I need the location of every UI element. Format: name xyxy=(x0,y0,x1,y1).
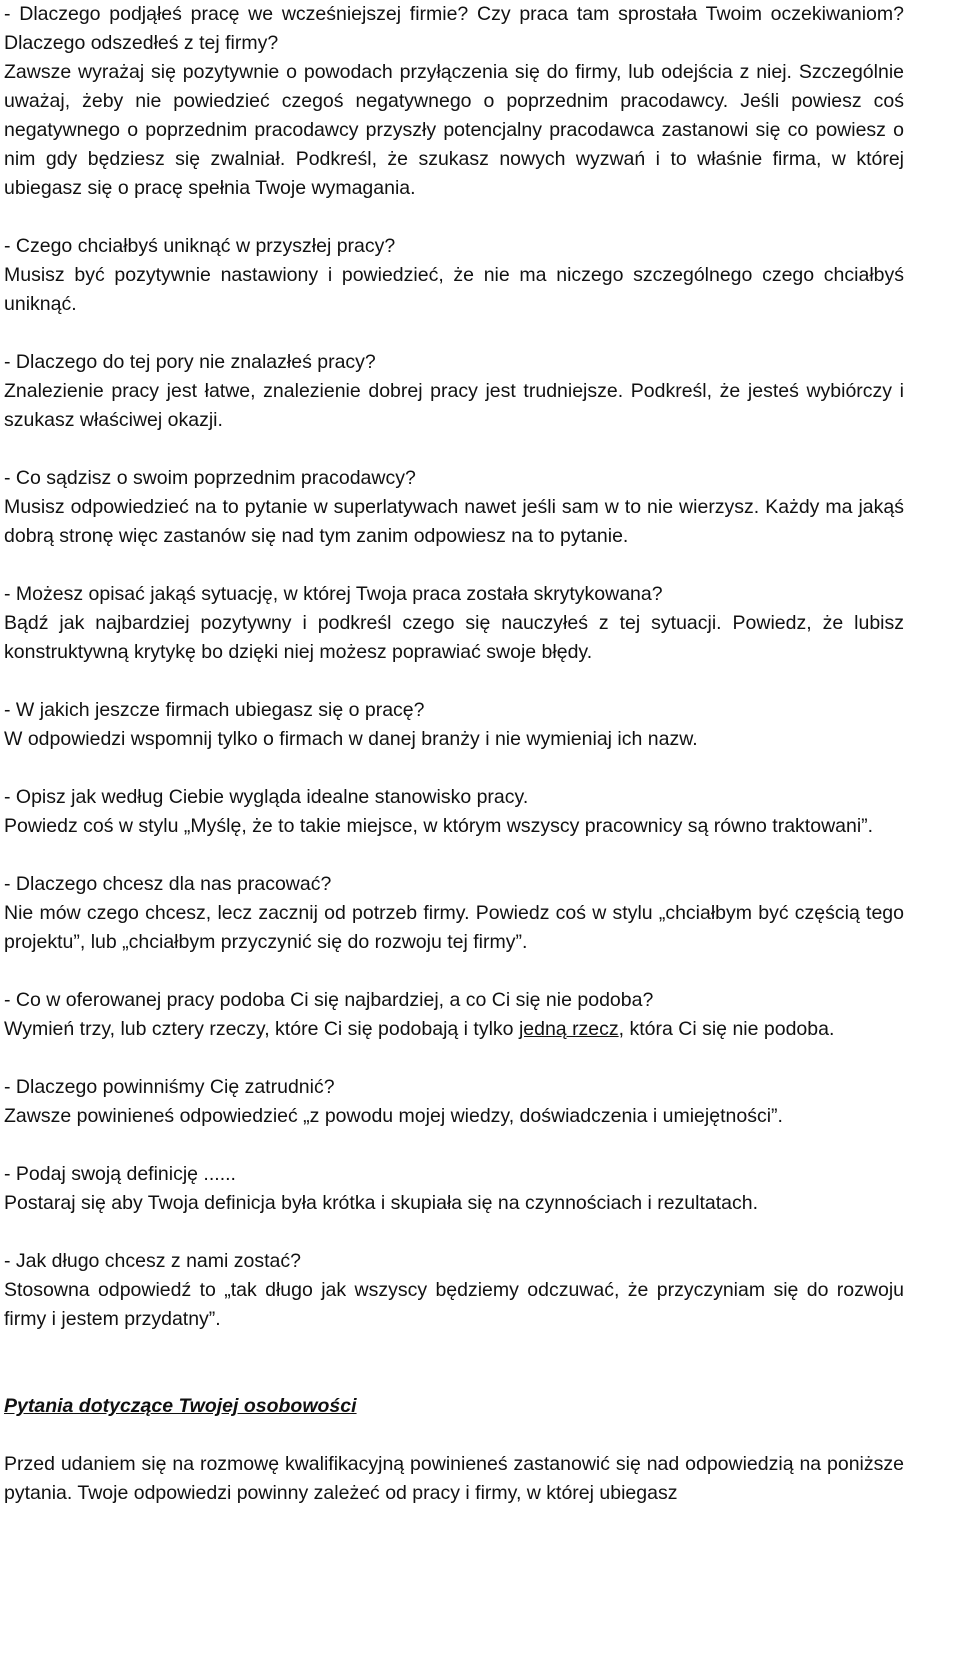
qa-block xyxy=(4,986,904,1044)
qa-block xyxy=(4,464,904,551)
question-text: - Podaj swoją definicję ...... xyxy=(4,1163,236,1185)
answer-text: Nie mów czego chcesz, lecz zacznij od potrzeb firmy. Powiedz coś w stylu „chciałbym być częścią tego projektu”, lub „chciałbym przyczynić się do rozwoju tej firmy”. xyxy=(4,902,904,953)
question-text: - Co w oferowanej pracy podoba Ci się najbardziej, a co Ci się nie podoba? xyxy=(4,989,654,1011)
answer-text: W odpowiedzi wspomnij tylko o firmach w danej branży i nie wymieniaj ich nazw. xyxy=(4,728,698,750)
document-page xyxy=(4,0,904,1508)
question-text: - Co sądzisz o swoim poprzednim pracodawcy? xyxy=(4,467,416,489)
qa-block xyxy=(4,783,904,841)
answer-text-end: , która Ci się nie podoba. xyxy=(618,1018,835,1040)
answer-text-start: Wymień trzy, lub cztery rzeczy, które Ci się podobają i tylko xyxy=(4,1018,519,1040)
answer-text xyxy=(4,1015,904,1044)
qa-block xyxy=(4,580,904,667)
question-text: - W jakich jeszcze firmach ubiegasz się o pracę? xyxy=(4,699,425,721)
qa-block xyxy=(4,1160,904,1218)
qa-block xyxy=(4,1073,904,1131)
answer-text: Musisz odpowiedzieć na to pytanie w superlatywach nawet jeśli sam w to nie wierzysz. Każdy ma jakąś dobrą stronę więc zastanów się nad tym zanim odpowiesz na to pytanie. xyxy=(4,496,904,547)
section-intro-paragraph: Przed udaniem się na rozmowę kwalifikacyjną powinieneś zastanowić się nad odpowiedzią na poniższe pytania. Twoje odpowiedzi powinny zależeć od pracy i firmy, w której ubiegasz xyxy=(4,1453,904,1504)
answer-text: Postaraj się aby Twoja definicja była krótka i skupiała się na czynnościach i rezultatach. xyxy=(4,1192,759,1214)
qa-block xyxy=(4,696,904,754)
qa-block xyxy=(4,870,904,957)
answer-text: Zawsze wyrażaj się pozytywnie o powodach przyłączenia się do firmy, lub odejścia z niej. Szczególnie uważaj, żeby nie powiedzieć czegoś negatywnego o poprzednim pracodawcy. Jeśli powiesz coś negatywnego o poprzednim pracodawcy przyszły potencjalny pracodawca zastanowi się co powiesz o nim gdy będziesz się zwalniał. Podkreśl, że szukasz nowych wyzwań i to właśnie firma, w której ubiegasz się o pracę spełnia Twoje wymagania. xyxy=(4,61,904,199)
qa-block xyxy=(4,348,904,435)
question-text: - Czego chciałbyś uniknąć w przyszłej pracy? xyxy=(4,235,396,257)
qa-block xyxy=(4,0,904,203)
qa-block xyxy=(4,232,904,319)
section-heading: Pytania dotyczące Twojej osobowości xyxy=(4,1395,357,1417)
question-text: - Dlaczego powinniśmy Cię zatrudnić? xyxy=(4,1076,335,1098)
question-text: - Dlaczego chcesz dla nas pracować? xyxy=(4,873,332,895)
question-text: - Dlaczego do tej pory nie znalazłeś pracy? xyxy=(4,351,376,373)
qa-block xyxy=(4,1247,904,1334)
answer-text: Bądź jak najbardziej pozytywny i podkreśl czego się nauczyłeś z tej sytuacji. Powiedz, że lubisz konstruktywną krytykę bo dzięki niej możesz poprawiać swoje błędy. xyxy=(4,612,904,663)
question-text: - Jak długo chcesz z nami zostać? xyxy=(4,1250,301,1272)
answer-underlined-phrase: jedną rzecz xyxy=(518,1018,619,1040)
question-text: - Dlaczego podjąłeś pracę we wcześniejszej firmie? Czy praca tam sprostała Twoim oczekiwaniom? Dlaczego odszedłeś z tej firmy? xyxy=(4,3,904,54)
question-text: - Opisz jak według Ciebie wygląda idealne stanowisko pracy. xyxy=(4,786,529,808)
answer-text: Znalezienie pracy jest łatwe, znalezienie dobrej pracy jest trudniejsze. Podkreśl, że jesteś wybiórczy i szukasz właściwej okazji. xyxy=(4,380,904,431)
answer-text: Zawsze powinieneś odpowiedzieć „z powodu mojej wiedzy, doświadczenia i umiejętności”. xyxy=(4,1105,783,1127)
answer-text: Stosowna odpowiedź to „tak długo jak wszyscy będziemy odczuwać, że przyczyniam się do rozwoju firmy i jestem przydatny”. xyxy=(4,1279,904,1330)
answer-text: Powiedz coś w stylu „Myślę, że to takie miejsce, w którym wszyscy pracownicy są równo traktowani”. xyxy=(4,815,874,837)
answer-text: Musisz być pozytywnie nastawiony i powiedzieć, że nie ma niczego szczególnego czego chciałbyś uniknąć. xyxy=(4,264,904,315)
question-text: - Możesz opisać jakąś sytuację, w której Twoja praca została skrytykowana? xyxy=(4,583,663,605)
